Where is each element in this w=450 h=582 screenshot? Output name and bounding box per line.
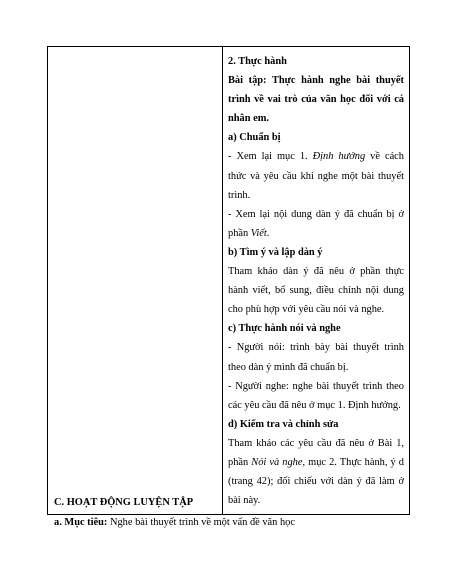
step-d-text-start: Tham khảo các yêu cầu đã nêu ở Bài 1, phần	[228, 437, 404, 468]
objective-label: a. Mục tiêu:	[54, 517, 108, 528]
lesson-table	[47, 46, 410, 515]
step-b-text: Tham khảo dàn ý đã nêu ở phần thực hành viết, bổ sung, điều chỉnh nội dung cho phù hợp với yêu cầu nói và nghe.	[228, 266, 404, 316]
step-d-emphasis: Nói và nghe	[251, 456, 303, 468]
table-row	[48, 47, 410, 515]
step-c-title: c) Thực hành nói và nghe	[228, 323, 341, 335]
step-a-item-2	[228, 205, 404, 243]
step-a-title: a) Chuẩn bị	[228, 132, 281, 144]
step-a-item-2-emphasis: Viết	[250, 227, 267, 239]
step-a-item-2-text: - Xem lại nội dung dàn ý đã chuẩn bị ở phần	[228, 208, 404, 239]
step-c-item-1: - Người nói: trình bày bài thuyết trình theo dàn ý mình đã chuẩn bị.	[228, 342, 404, 373]
section-c-heading: C. HOẠT ĐỘNG LUYỆN TẬP	[54, 497, 194, 508]
step-c-item-2: - Người nghe: nghe bài thuyết trình theo các yêu cầu đã nêu ở mục 1. Định hướng.	[228, 380, 404, 411]
exercise-text: Thực hành nghe bài thuyết trình về vai trò của văn học đối với cá nhân em.	[228, 75, 404, 125]
exercise-label: Bài tập:	[228, 75, 267, 87]
step-a-item-1	[228, 147, 404, 204]
exercise-paragraph	[228, 71, 404, 128]
step-b-title: b) Tìm ý và lập dàn ý	[228, 246, 323, 258]
step-a-item-1-emphasis: Định hướng	[312, 151, 366, 163]
step-a-item-1-text: - Xem lại mục 1.	[228, 151, 313, 163]
step-a-item-1-rest: về cách thức và yêu cầu khi nghe một bài thuyết trình.	[228, 151, 404, 201]
practice-heading: 2. Thực hành	[228, 56, 287, 67]
objective-text: Nghe bài thuyết trình về một vấn đề văn học	[107, 517, 295, 528]
step-d-text-end: , mục 2. Thực hành, ý d (trang 42); đối chiếu với dàn ý đã làm ở bài này.	[228, 456, 405, 507]
teacher-student-activity-cell	[48, 47, 223, 515]
step-d-title: d) Kiểm tra và chỉnh sửa	[228, 418, 339, 430]
step-a-item-2-rest: .	[266, 227, 270, 239]
step-d-text	[228, 434, 404, 510]
content-cell	[223, 47, 410, 515]
objective-line	[54, 513, 295, 532]
